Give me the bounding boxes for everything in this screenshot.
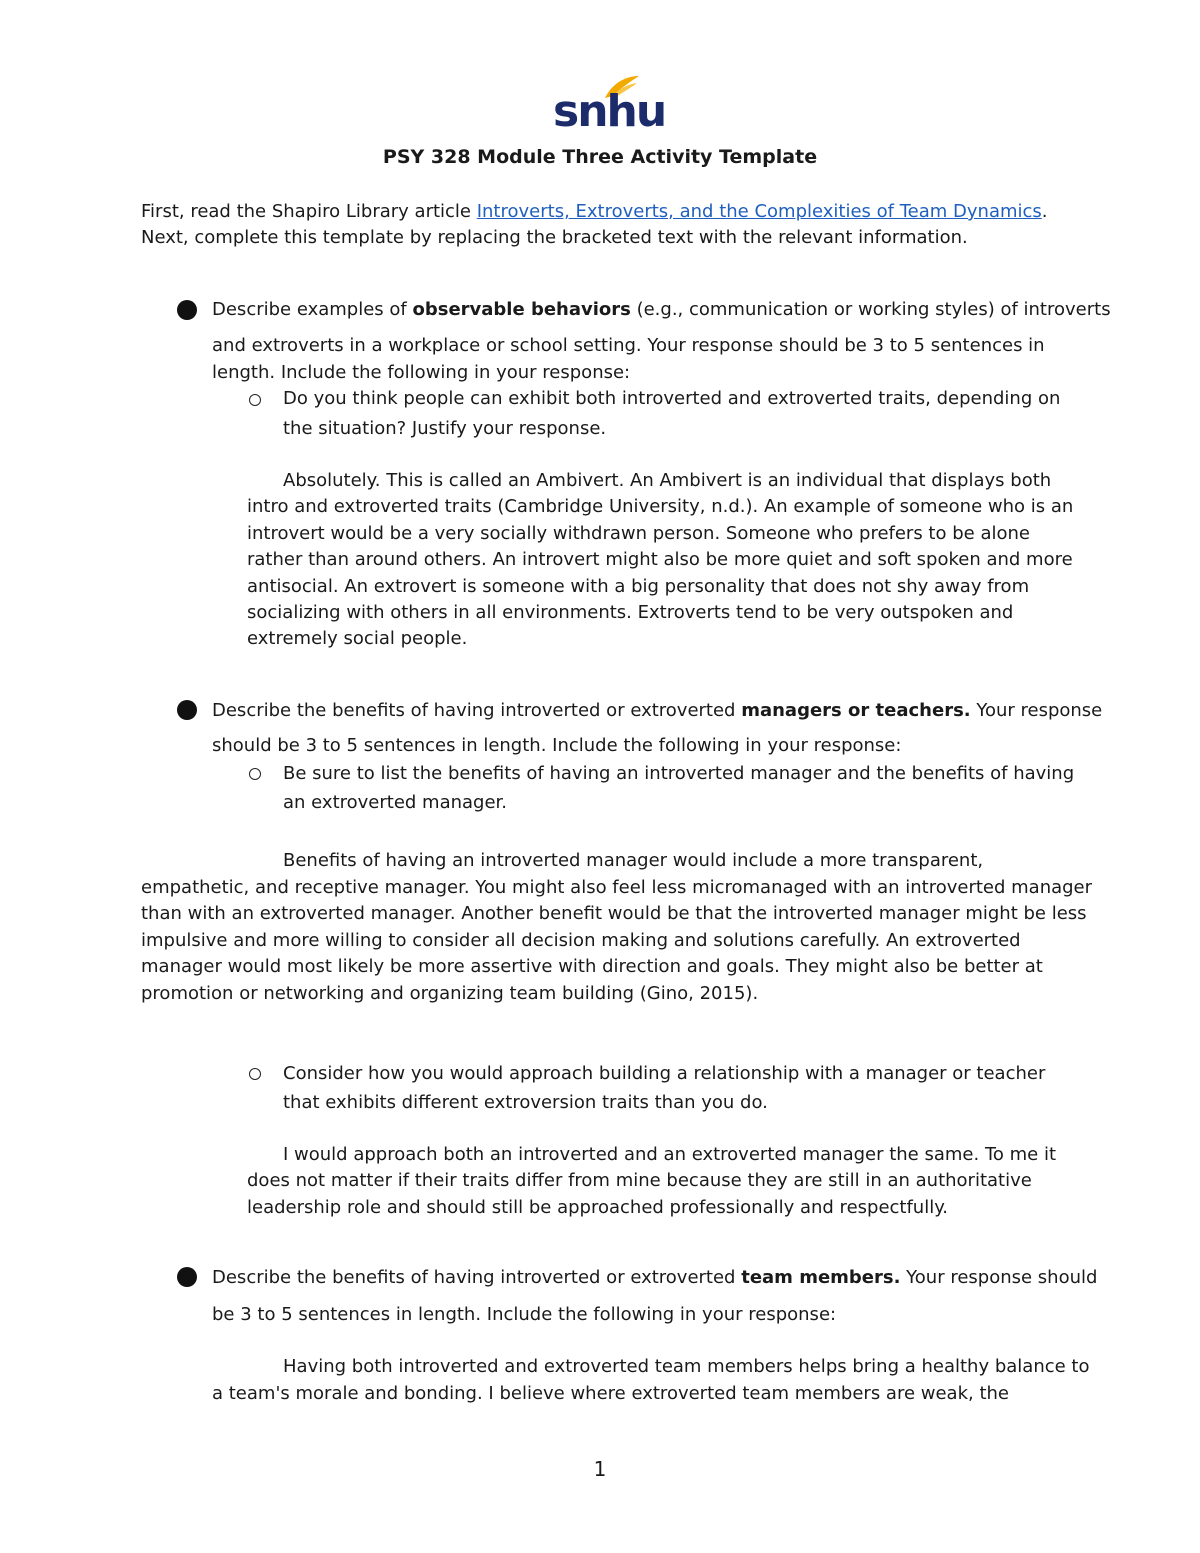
section2-answer1-line: promotion or networking and organizing team building (Gino, 2015). xyxy=(141,983,759,1004)
section1-answer-line: extremely social people. xyxy=(247,628,468,649)
prompt-bold-text: team members. xyxy=(741,1267,901,1288)
section2-answer2-line: does not matter if their traits differ from mine because they are still in an authoritative xyxy=(247,1170,1032,1191)
intro-prefix: First, read the Shapiro Library article xyxy=(141,201,477,222)
bullet-icon xyxy=(177,300,197,320)
section1-prompt-line-2: and extroverts in a workplace or school setting. Your response should be 3 to 5 sentences in xyxy=(212,335,1045,356)
intro-line-2: Next, complete this template by replacing the bracketed text with the relevant information. xyxy=(141,227,968,248)
section3-prompt-line-1 xyxy=(212,1269,1097,1287)
section2-sub1-line-2: an extroverted manager. xyxy=(283,792,508,813)
section1-sub-line-2: the situation? Justify your response. xyxy=(283,418,607,439)
sub-bullet-icon xyxy=(249,768,261,780)
section2-sub2-line-1: Consider how you would approach building a relationship with a manager or teacher xyxy=(283,1063,1046,1084)
article-link[interactable]: Introverts, Extroverts, and the Complexities of Team Dynamics xyxy=(476,201,1042,222)
section1-prompt-line-3: length. Include the following in your response: xyxy=(212,362,631,383)
section1-answer-line: introvert would be a very socially withdrawn person. Someone who prefers to be alone xyxy=(247,523,1030,544)
section1-answer-line: rather than around others. An introvert might also be more quiet and soft spoken and more xyxy=(247,549,1073,570)
section2-prompt-line-1 xyxy=(212,702,1102,720)
intro-line-1 xyxy=(141,203,1048,221)
section1-answer-line: Absolutely. This is called an Ambivert. An Ambivert is an individual that displays both xyxy=(283,470,1052,491)
section2-answer2-line: I would approach both an introverted and an extroverted manager the same. To me it xyxy=(283,1144,1056,1165)
section2-sub2-line-2: that exhibits different extroversion traits than you do. xyxy=(283,1092,768,1113)
prompt-text: Describe the benefits of having introverted or extroverted xyxy=(212,1267,742,1288)
section1-prompt-line-1 xyxy=(212,301,1111,319)
section2-answer1-line: manager would most likely be more assertive with direction and goals. They might also be better at xyxy=(141,956,1043,977)
section2-sub1-line-1: Be sure to list the benefits of having an introverted manager and the benefits of having xyxy=(283,763,1075,784)
sub-bullet-icon xyxy=(249,394,261,406)
page-number: 1 xyxy=(593,1457,607,1481)
sub-bullet-icon xyxy=(249,1068,261,1080)
prompt-text: Describe examples of xyxy=(212,299,413,320)
prompt-text: Your response xyxy=(970,700,1103,721)
section2-answer1-line: Benefits of having an introverted manager would include a more transparent, xyxy=(283,850,984,871)
section2-answer1-line: impulsive and more willing to consider all decision making and solutions carefully. An extroverted xyxy=(141,930,1021,951)
bullet-icon xyxy=(177,700,197,720)
section1-answer-line: socializing with others in all environments. Extroverts tend to be very outspoken and xyxy=(247,602,1014,623)
bullet-icon xyxy=(177,1267,197,1287)
snhu-logo xyxy=(553,74,666,137)
section3-answer-line: Having both introverted and extroverted team members helps bring a healthy balance to xyxy=(283,1356,1090,1377)
section3-answer-line: a team's morale and bonding. I believe where extroverted team members are weak, the xyxy=(212,1383,1009,1404)
section2-prompt-line-2: should be 3 to 5 sentences in length. Include the following in your response: xyxy=(212,735,902,756)
section2-answer1-line: empathetic, and receptive manager. You might also feel less micromanaged with an introverted manager xyxy=(141,877,1093,898)
prompt-text: Your response should xyxy=(900,1267,1098,1288)
section1-sub-line-1: Do you think people can exhibit both introverted and extroverted traits, depending on xyxy=(283,388,1061,409)
section1-answer-line: intro and extroverted traits (Cambridge University, n.d.). An example of someone who is an xyxy=(247,496,1074,517)
page-title: PSY 328 Module Three Activity Template xyxy=(382,146,818,168)
section3-prompt-line-2: be 3 to 5 sentences in length. Include the following in your response: xyxy=(212,1304,837,1325)
prompt-bold-text: managers or teachers. xyxy=(741,700,971,721)
section1-answer-line: antisocial. An extrovert is someone with a big personality that does not shy away from xyxy=(247,576,1030,597)
prompt-bold-text: observable behaviors xyxy=(412,299,631,320)
section2-answer1-line: than with an extroverted manager. Another benefit would be that the introverted manager might be less xyxy=(141,903,1087,924)
prompt-text: (e.g., communication or working styles) of introverts xyxy=(630,299,1111,320)
prompt-text: Describe the benefits of having introverted or extroverted xyxy=(212,700,742,721)
logo-wordmark: snhu xyxy=(553,86,666,137)
section2-answer2-line: leadership role and should still be approached professionally and respectfully. xyxy=(247,1197,949,1218)
intro-suffix: . xyxy=(1041,201,1048,222)
